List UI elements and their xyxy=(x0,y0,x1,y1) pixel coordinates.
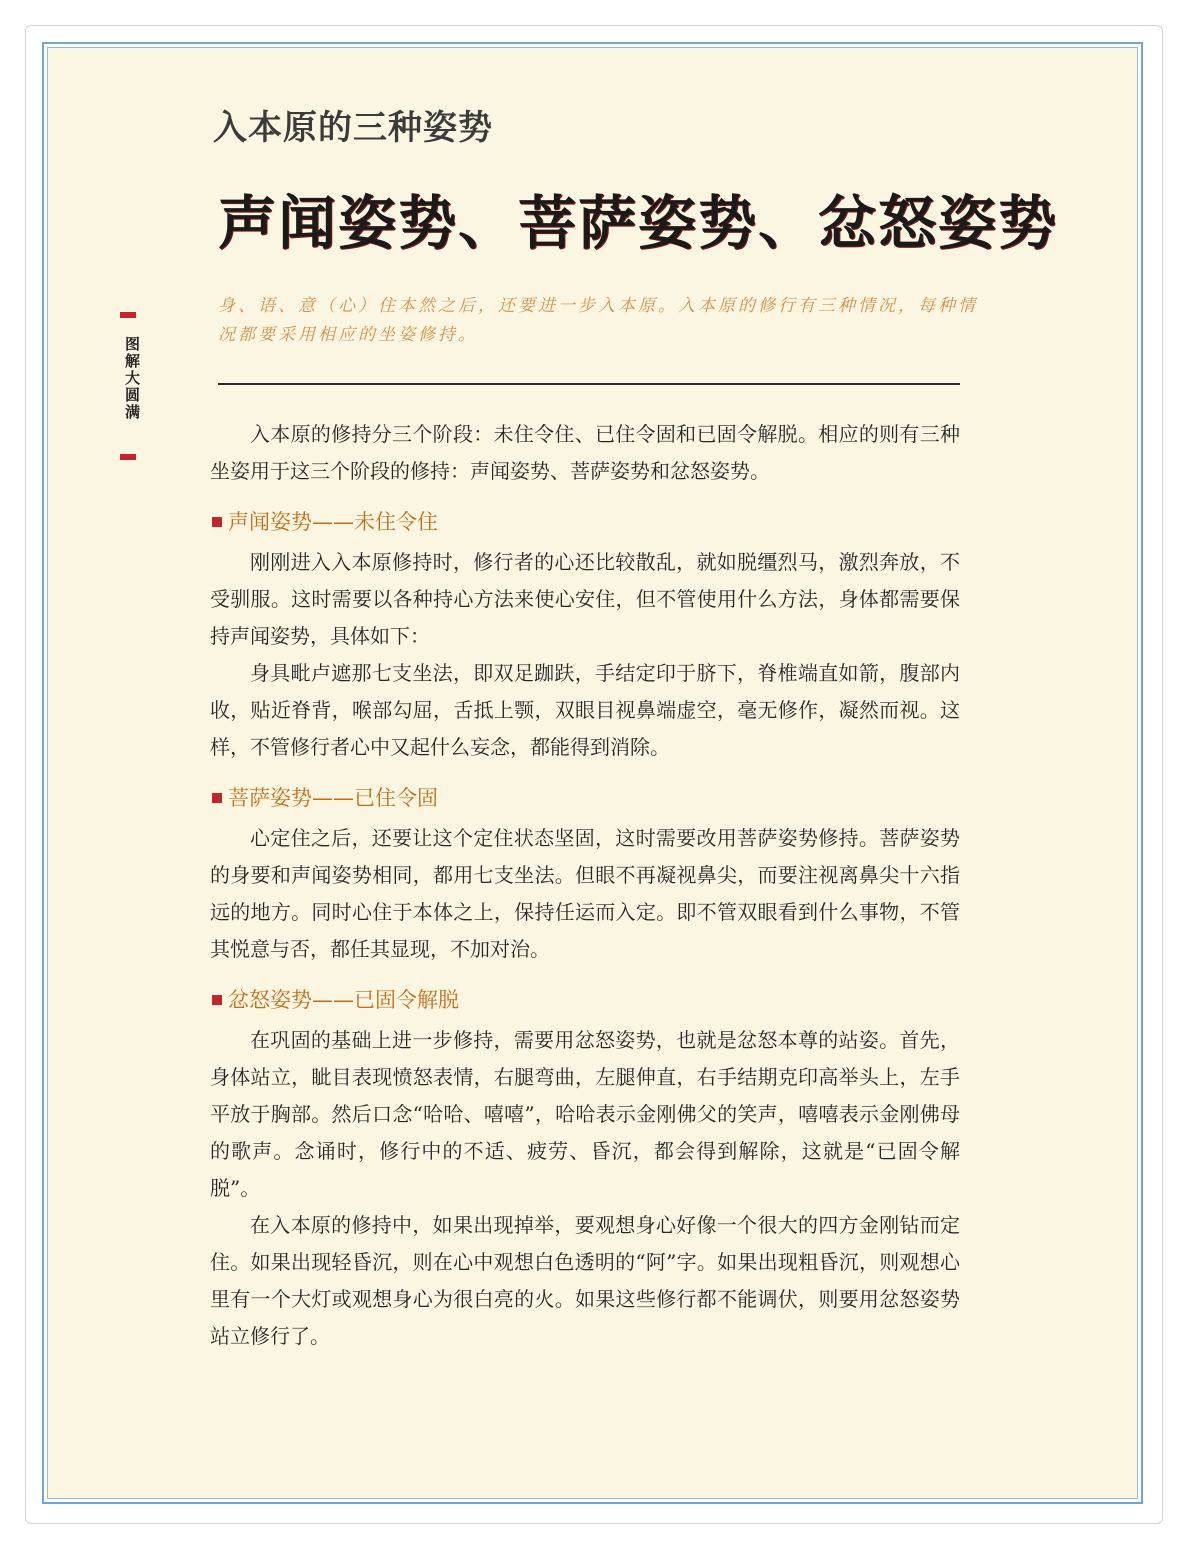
section-heading-fennu xyxy=(210,978,960,1022)
section-heading-shengwen xyxy=(210,500,960,544)
paragraph: 心定住之后，还要让这个定住状态坚固，这时需要改用菩萨姿势修持。菩萨姿势的身要和声闻姿势相同，都用七支坐法。但眼不再凝视鼻尖，而要注视离鼻尖十六指远的地方。同时心住于本体之上，保持任运而入定。即不管双眼看到什么事物，不管其悦意与否，都任其显现，不加对治。 xyxy=(210,826,960,961)
paragraph-intro: 入本原的修持分三个阶段：未住令住、已住令固和已固令解脱。相应的则有三种坐姿用于这三个阶段的修持：声闻姿势、菩萨姿势和忿怒姿势。 xyxy=(210,422,960,483)
section-heading-pusa xyxy=(210,776,960,820)
paragraph: 在入本原的修持中，如果出现掉举，要观想身心好像一个很大的四方金刚钻而定住。如果出现轻昏沉，则在心中观想白色透明的“阿”字。如果出现粗昏沉，则观想心里有一个大灯或观想身心为很白亮的火。如果这些修行都不能调伏，则要用忿怒姿势站立修行了。 xyxy=(210,1213,960,1348)
paragraph: 刚刚进入入本原修持时，修行者的心还比较散乱，就如脱缰烈马，激烈奔放，不受驯服。这时需要以各种持心方法来使心安住，但不管使用什么方法，身体都需要保持声闻姿势，具体如下： xyxy=(210,550,960,648)
side-marker-bottom xyxy=(120,454,136,460)
divider xyxy=(218,383,960,385)
bullet-icon xyxy=(212,517,222,527)
section-heading-text: 声闻姿势——未住令住 xyxy=(228,510,438,534)
section-heading-text: 忿怒姿势——已固令解脱 xyxy=(228,988,459,1012)
article-body xyxy=(210,416,960,1355)
intro-summary: 身、语、意（心）住本然之后，还要进一步入本原。入本原的修行有三种情况，每种情况都要采用相应的坐姿修持。 xyxy=(218,296,978,345)
section-heading-text: 菩萨姿势——已住令固 xyxy=(228,786,438,810)
section-label: 入本原的三种姿势 xyxy=(213,108,493,148)
paragraph: 在巩固的基础上进一步修持，需要用忿怒姿势，也就是忿怒本尊的站姿。首先，身体站立，眦目表现愤怒表情，右腿弯曲，左腿伸直，右手结期克印高举头上，左手平放于胸部。然后口念“哈哈、嘻嘻”，哈哈表示金刚佛父的笑声，嘻嘻表示金刚佛母的歌声。念诵时，修行中的不适、疲劳、昏沉，都会得到解除，这就是“已固令解脱”。 xyxy=(210,1028,960,1200)
side-marker-top xyxy=(120,312,136,318)
bullet-icon xyxy=(212,793,222,803)
side-book-title: 图解大圆满 xyxy=(123,336,141,421)
page-title: 声闻姿势、菩萨姿势、忿怒姿势 xyxy=(218,189,1059,257)
bullet-icon xyxy=(212,995,222,1005)
paragraph: 身具毗卢遮那七支坐法，即双足跏趺，手结定印于脐下，脊椎端直如箭，腹部内收，贴近脊背，喉部勾屈，舌抵上颚，双眼目视鼻端虚空，毫无修作，凝然而视。这样，不管修行者心中又起什么妄念，都能得到消除。 xyxy=(210,661,960,759)
